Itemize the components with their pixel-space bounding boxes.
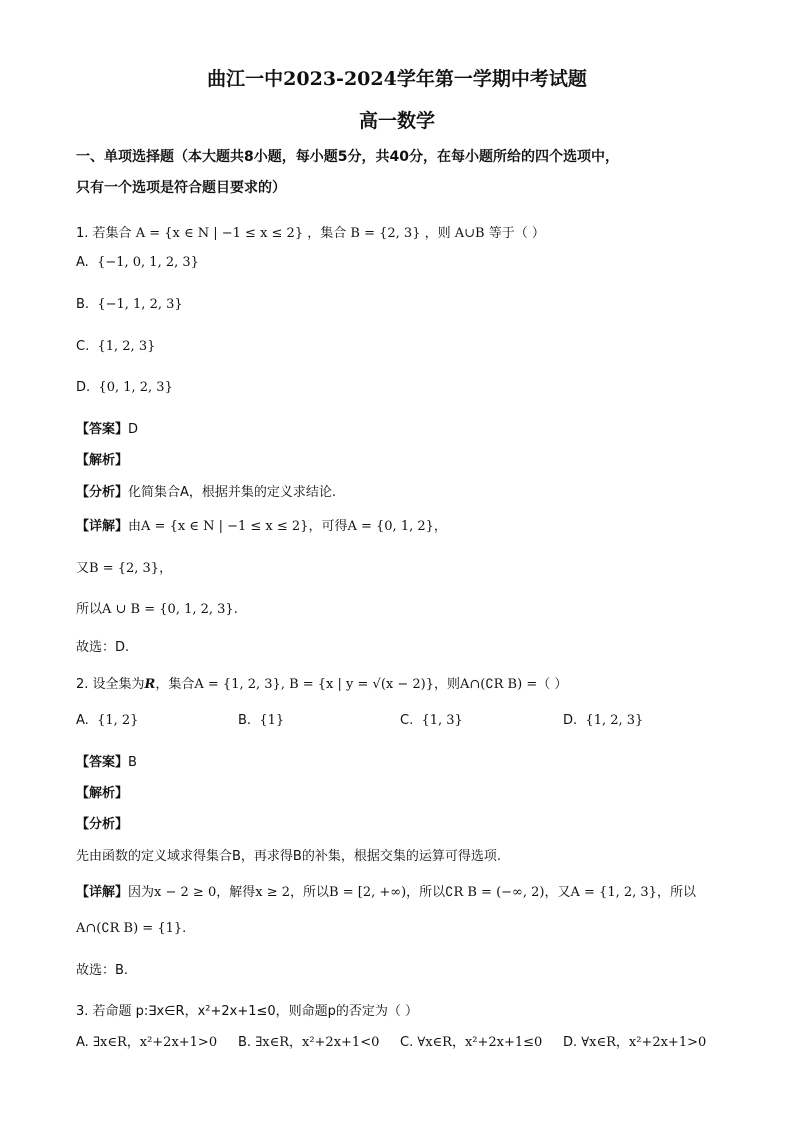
q2-fenxi-tag: [76, 813, 128, 832]
q1-option-c[interactable]: [76, 339, 155, 354]
q2-detail-line1: [76, 881, 696, 900]
option-letter: D.: [76, 380, 91, 395]
detail-tag: 【详解】: [76, 885, 129, 900]
q1-choose: 故选：D.: [76, 640, 130, 655]
q1-set-b: B = {2, 3}: [350, 226, 421, 241]
detail-text: ，所以: [406, 885, 446, 900]
detail-text: ，所以: [656, 885, 696, 900]
fenxi-tag: 【分析】: [76, 817, 129, 832]
detail-text: ，: [433, 519, 447, 534]
q1-stem-mid: ，集合: [307, 226, 347, 241]
detail-text: ，: [159, 561, 173, 576]
detail-text: ，可得: [308, 519, 348, 534]
detail-text: 由: [128, 519, 142, 534]
q1-stem-prefix: 1. 若集合: [76, 226, 132, 241]
detail-text: ，所以: [290, 885, 330, 900]
q1-option-d[interactable]: [76, 380, 173, 395]
answer-value: B: [128, 755, 137, 770]
option-letter: C.: [400, 713, 414, 728]
q2-answer: [76, 751, 137, 770]
option-letter: B.: [238, 713, 252, 728]
section-heading-line1: 一、单项选择题（本大题共8小题，每小题5分，共40分，在每小题所给的四个选项中，: [76, 149, 619, 165]
q1-fenxi: [76, 481, 336, 500]
q1-detail-line1: [76, 515, 447, 534]
q1-stem: [76, 222, 545, 241]
q3-stem: 3. 若命题 p:∃x∈R，x²+2x+1≤0，则命题p的否定为（ ）: [76, 1004, 419, 1019]
detail-math: x ≥ 2: [255, 885, 291, 900]
q2-universal-set: R: [144, 677, 156, 692]
q2-analysis-tag: [76, 782, 128, 801]
q2-stem-mid2: ，则: [434, 677, 461, 692]
option-letter: A.: [76, 713, 89, 728]
q2-option-b[interactable]: [238, 713, 284, 728]
q3-option-d[interactable]: [563, 1031, 706, 1050]
exam-subject: 高一数学: [358, 110, 435, 132]
q2-choose: 故选：B.: [76, 963, 129, 978]
q2-option-c[interactable]: [400, 713, 463, 728]
detail-math: ∁R B = (−∞, 2): [445, 885, 545, 900]
q3-option-c[interactable]: [400, 1031, 542, 1050]
q2-set-a: A = {1, 2, 3}: [194, 677, 281, 692]
q3-option-a[interactable]: [76, 1031, 217, 1050]
q1-stem-suffix: 等于（ ）: [488, 226, 545, 241]
detail-text: .: [182, 921, 187, 936]
analysis-tag: 【解析】: [76, 453, 129, 468]
detail-text: 所以: [76, 602, 103, 617]
q1-detail-line3: [76, 598, 238, 617]
q1-stem-mid2: ，则: [424, 226, 451, 241]
q1-option-b[interactable]: [76, 297, 183, 312]
q2-detail-line2: [76, 921, 186, 936]
q2-option-d[interactable]: [563, 713, 643, 728]
detail-math: A = {x ∈ N | −1 ≤ x ≤ 2}: [141, 519, 309, 534]
q1-detail-line2: [76, 557, 172, 576]
detail-text: ，解得: [216, 885, 256, 900]
q2-expr: A∩(∁R B) =: [460, 677, 538, 692]
option-letter: C.: [76, 339, 90, 354]
option-letter: D.: [563, 713, 578, 728]
detail-text: 又: [76, 561, 90, 576]
detail-text: ，又: [544, 885, 571, 900]
option-text: {1, 2, 3}: [97, 339, 156, 354]
detail-math: x − 2 ≥ 0: [154, 885, 217, 900]
answer-tag: 【答案】: [76, 422, 129, 437]
option-letter: C.: [400, 1035, 414, 1050]
option-text: {1}: [259, 713, 285, 728]
q3-option-b[interactable]: [238, 1031, 379, 1050]
answer-tag: 【答案】: [76, 755, 129, 770]
option-text: ∃x∈R，x²+2x+1>0: [92, 1035, 218, 1050]
detail-tag: 【详解】: [76, 519, 129, 534]
option-text: {1, 2}: [97, 713, 139, 728]
q1-expr: A∪B: [454, 226, 485, 241]
q2-stem-suffix: （ ）: [537, 677, 568, 692]
option-letter: B.: [238, 1035, 252, 1050]
q1-answer: [76, 418, 138, 437]
option-text: {0, 1, 2, 3}: [98, 380, 173, 395]
answer-value: D: [128, 422, 139, 437]
option-text: {−1, 0, 1, 2, 3}: [97, 255, 199, 270]
section-heading-line2: 只有一个选项是符合题目要求的）: [76, 180, 286, 196]
option-letter: B.: [76, 297, 90, 312]
option-letter: A.: [76, 1035, 89, 1050]
q1-analysis-tag: [76, 449, 128, 468]
option-text: ∀x∈R，x²+2x+1≤0: [417, 1035, 543, 1050]
detail-math: B = [2, +∞): [329, 885, 407, 900]
q2-stem-prefix: 2. 设全集为: [76, 677, 145, 692]
q2-stem: [76, 673, 567, 692]
option-text: ∃x∈R，x²+2x+1<0: [255, 1035, 380, 1050]
option-letter: D.: [563, 1035, 578, 1050]
option-text: ∀x∈R，x²+2x+1>0: [581, 1035, 707, 1050]
detail-math: A = {1, 2, 3}: [570, 885, 657, 900]
option-text: {1, 3}: [421, 713, 463, 728]
detail-text: .: [233, 602, 238, 617]
q2-option-a[interactable]: [76, 713, 138, 728]
detail-math: A∩(∁R B) = {1}: [76, 921, 183, 936]
detail-math: A = {0, 1, 2}: [347, 519, 434, 534]
q1-option-a[interactable]: [76, 255, 199, 270]
option-text: {1, 2, 3}: [585, 713, 644, 728]
option-letter: A.: [76, 255, 89, 270]
fenxi-tag: 【分析】: [76, 485, 129, 500]
detail-math: A ∪ B = {0, 1, 2, 3}: [102, 602, 234, 617]
q2-fenxi-text: 先由函数的定义域求得集合B，再求得B的补集，根据交集的运算可得选项.: [76, 849, 501, 864]
q2-stem-mid: ，集合: [155, 677, 195, 692]
fenxi-text: 化简集合A，根据并集的定义求结论.: [128, 485, 337, 500]
detail-text: 因为: [128, 885, 155, 900]
option-text: {−1, 1, 2, 3}: [97, 297, 183, 312]
exam-title: 曲江一中2023-2024学年第一学期中考试题: [207, 68, 587, 90]
q2-set-b: , B = {x | y = √(x − 2)}: [280, 677, 434, 692]
detail-math: B = {2, 3}: [89, 561, 160, 576]
analysis-tag: 【解析】: [76, 786, 129, 801]
q1-set-a: A = {x ∈ N | −1 ≤ x ≤ 2}: [135, 226, 304, 241]
